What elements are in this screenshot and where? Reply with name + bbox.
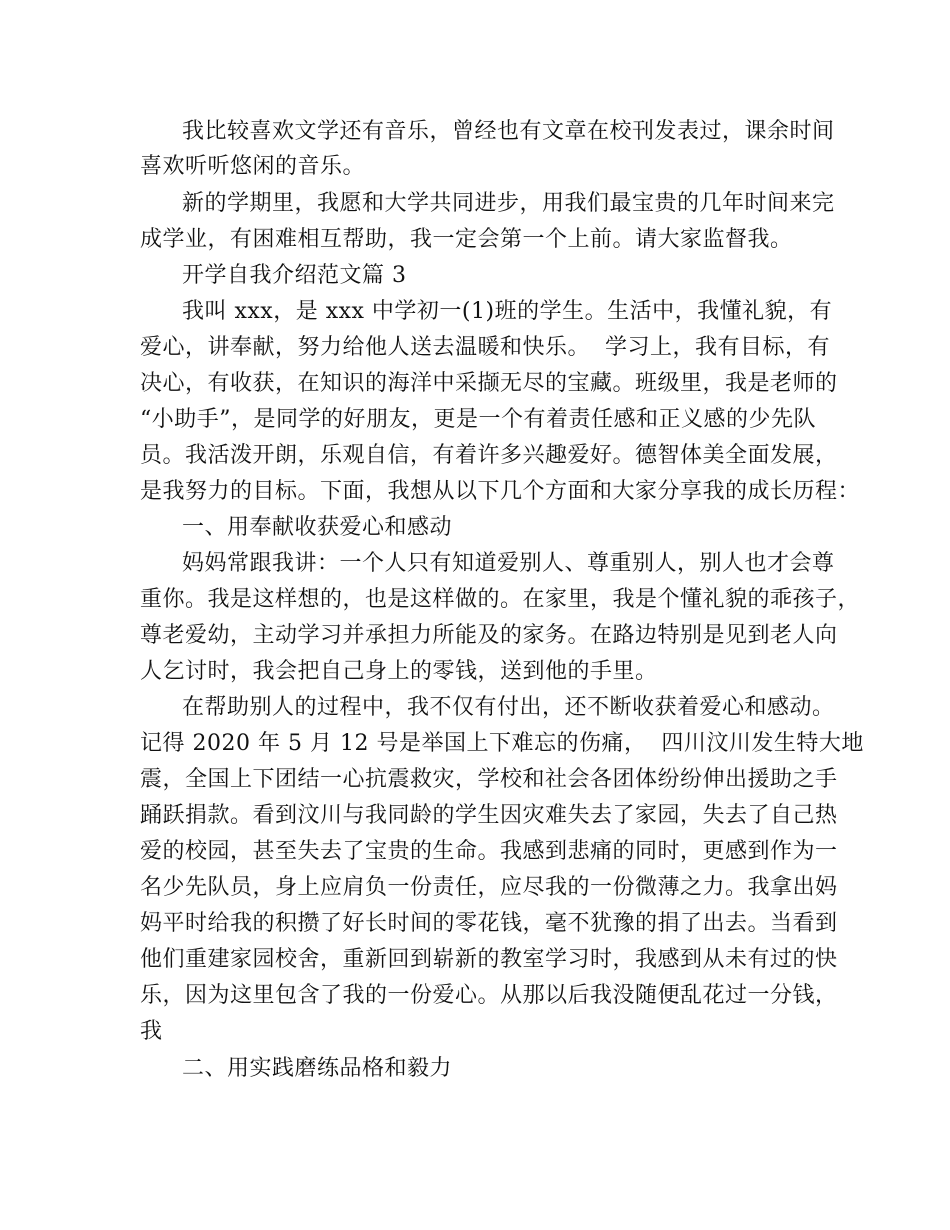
paragraph-line: 员。我活泼开朗，乐观自信，有着许多兴趣爱好。德智体美全面发展，: [140, 443, 838, 468]
paragraph-line: 爱的校园，甚至失去了宝贵的生命。我感到悲痛的同时，更感到作为一: [140, 839, 838, 864]
paragraph-line: 他们重建家园校舍，重新回到崭新的教室学习时，我感到从未有过的快: [140, 947, 838, 972]
paragraph-line: 尊老爱幼，主动学习并承担力所能及的家务。在路边特别是见到老人向: [140, 623, 838, 648]
paragraph-line: 踊跃捐款。看到汶川与我同龄的学生因灾难失去了家园，失去了自己热: [140, 803, 838, 828]
paragraph-line: 在帮助别人的过程中，我不仅有付出，还不断收获着爱心和感动。: [182, 695, 835, 720]
paragraph-line: 重你。我是这样想的，也是这样做的。在家里，我是个懂礼貌的乖孩子，: [140, 587, 861, 612]
paragraph-line: 记得 2020 年 5 月 12 号是举国上下难忘的伤痛， 四川汶川发生特大地: [140, 731, 864, 756]
paragraph-line: 我: [140, 1019, 163, 1044]
paragraph-line: 我叫 xxx，是 xxx 中学初一(1)班的学生。生活中，我懂礼貌，有: [182, 299, 833, 324]
paragraph-line: 妈妈常跟我讲：一个人只有知道爱别人、尊重别人，别人也才会尊: [182, 551, 835, 576]
section-heading: 二、用实践磨练品格和毅力: [182, 1056, 453, 1081]
paragraph-line: 决心，有收获，在知识的海洋中采撷无尽的宝藏。班级里，我是老师的: [140, 371, 838, 396]
paragraph-line: 爱心，讲奉献，努力给他人送去温暖和快乐。 学习上，我有目标，有: [140, 335, 830, 360]
paragraph-line: 人乞讨时，我会把自己身上的零钱，送到他的手里。: [140, 659, 658, 684]
paragraph-line: 名少先队员，身上应肩负一份责任，应尽我的一份微薄之力。我拿出妈: [140, 875, 838, 900]
paragraph-line: 喜欢听听悠闲的音乐。: [140, 154, 366, 179]
paragraph-line: 妈平时给我的积攒了好长时间的零花钱，毫不犹豫的捐了出去。当看到: [140, 911, 838, 936]
paragraph-line: 我比较喜欢文学还有音乐，曾经也有文章在校刊发表过，课余时间: [182, 119, 835, 144]
paragraph-line: 新的学期里，我愿和大学共同进步，用我们最宝贵的几年时间来完: [182, 191, 835, 216]
section-heading: 一、用奉献收获爱心和感动: [182, 515, 453, 540]
paragraph-line: 乐，因为这里包含了我的一份爱心。从那以后我没随便乱花过一分钱，: [140, 983, 838, 1008]
section-heading: 开学自我介绍范文篇 3: [182, 263, 407, 288]
paragraph-line: 成学业，有困难相互帮助，我一定会第一个上前。请大家监督我。: [140, 227, 793, 252]
paragraph-line: 震，全国上下团结一心抗震救灾，学校和社会各团体纷纷伸出援助之手: [140, 767, 838, 792]
paragraph-line: 是我努力的目标。下面，我想从以下几个方面和大家分享我的成长历程：: [140, 479, 861, 504]
paragraph-line: “小助手”，是同学的好朋友，更是一个有着责任感和正义感的少先队: [140, 407, 816, 432]
